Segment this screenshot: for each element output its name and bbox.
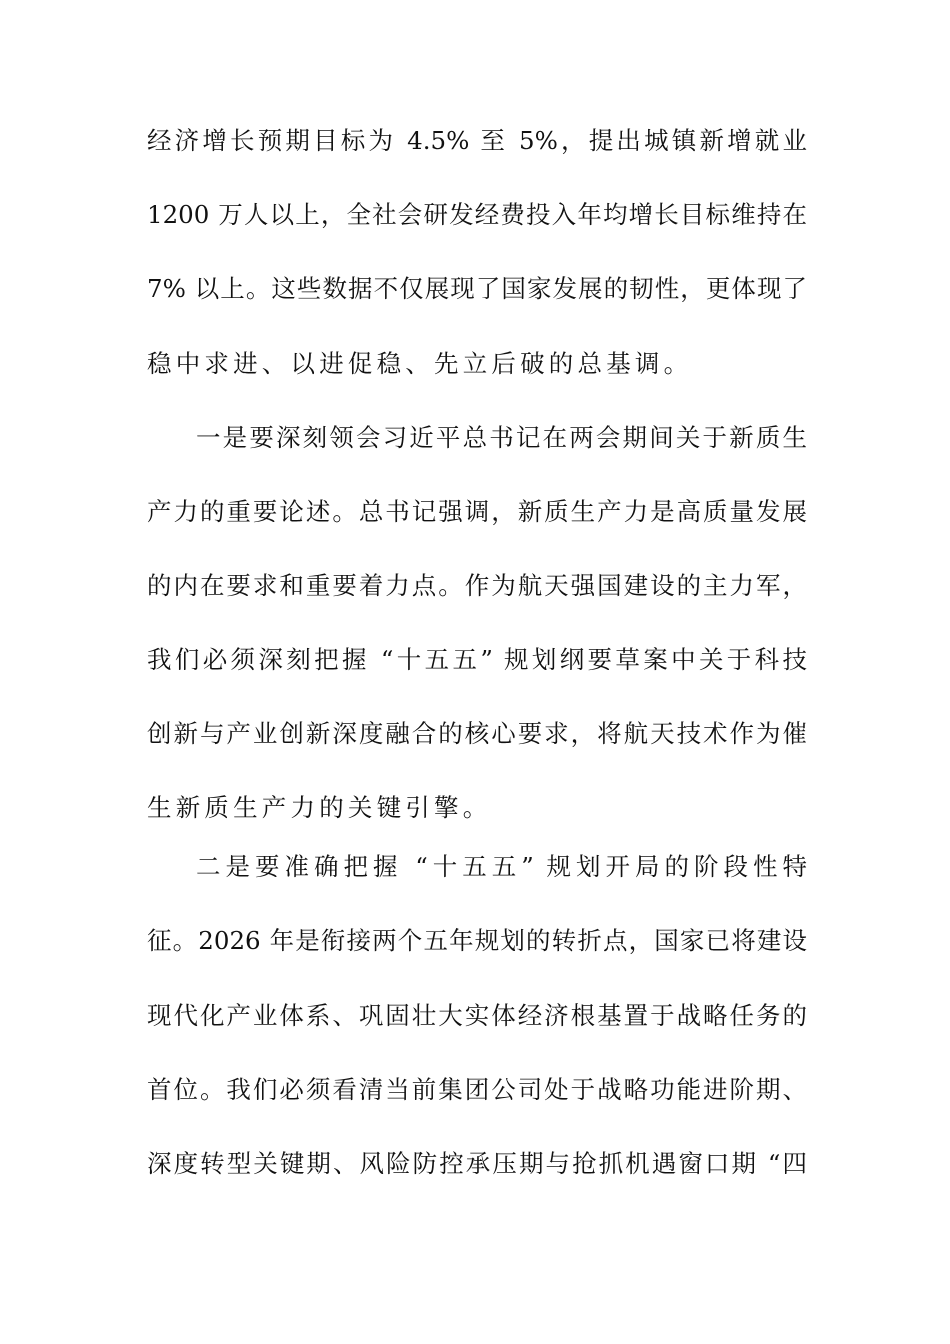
paragraph-line: 经济增长预期目标为 4.5% 至 5%，提出城镇新增就业 bbox=[147, 126, 807, 155]
paragraph-line: 7% 以上。这些数据不仅展现了国家发展的韧性，更体现了 bbox=[147, 274, 807, 303]
paragraph-line: 现代化产业体系、巩固壮大实体经济根基置于战略任务的 bbox=[147, 1001, 807, 1030]
paragraph-line: 生新质生产力的关键引擎。 bbox=[147, 793, 492, 822]
paragraph-line: 稳中求进、以进促稳、先立后破的总基调。 bbox=[147, 349, 693, 378]
paragraph-line: 产力的重要论述。总书记强调，新质生产力是高质量发展 bbox=[147, 497, 807, 526]
paragraph-line: 征。2026 年是衔接两个五年规划的转折点，国家已将建设 bbox=[147, 926, 807, 955]
paragraph-line: 深度转型关键期、风险防控承压期与抢抓机遇窗口期 “四 bbox=[147, 1149, 807, 1178]
paragraph-line: 1200 万人以上，全社会研发经费投入年均增长目标维持在 bbox=[147, 200, 807, 229]
paragraph-line: 一是要深刻领会习近平总书记在两会期间关于新质生 bbox=[196, 423, 807, 452]
paragraph-line: 创新与产业创新深度融合的核心要求，将航天技术作为催 bbox=[147, 719, 807, 748]
paragraph-line: 首位。我们必须看清当前集团公司处于战略功能进阶期、 bbox=[147, 1075, 807, 1104]
paragraph-line: 的内在要求和重要着力点。作为航天强国建设的主力军， bbox=[147, 571, 807, 600]
paragraph-line: 我们必须深刻把握 “十五五” 规划纲要草案中关于科技 bbox=[147, 645, 807, 674]
paragraph-line: 二是要准确把握 “十五五” 规划开局的阶段性特 bbox=[196, 852, 807, 881]
